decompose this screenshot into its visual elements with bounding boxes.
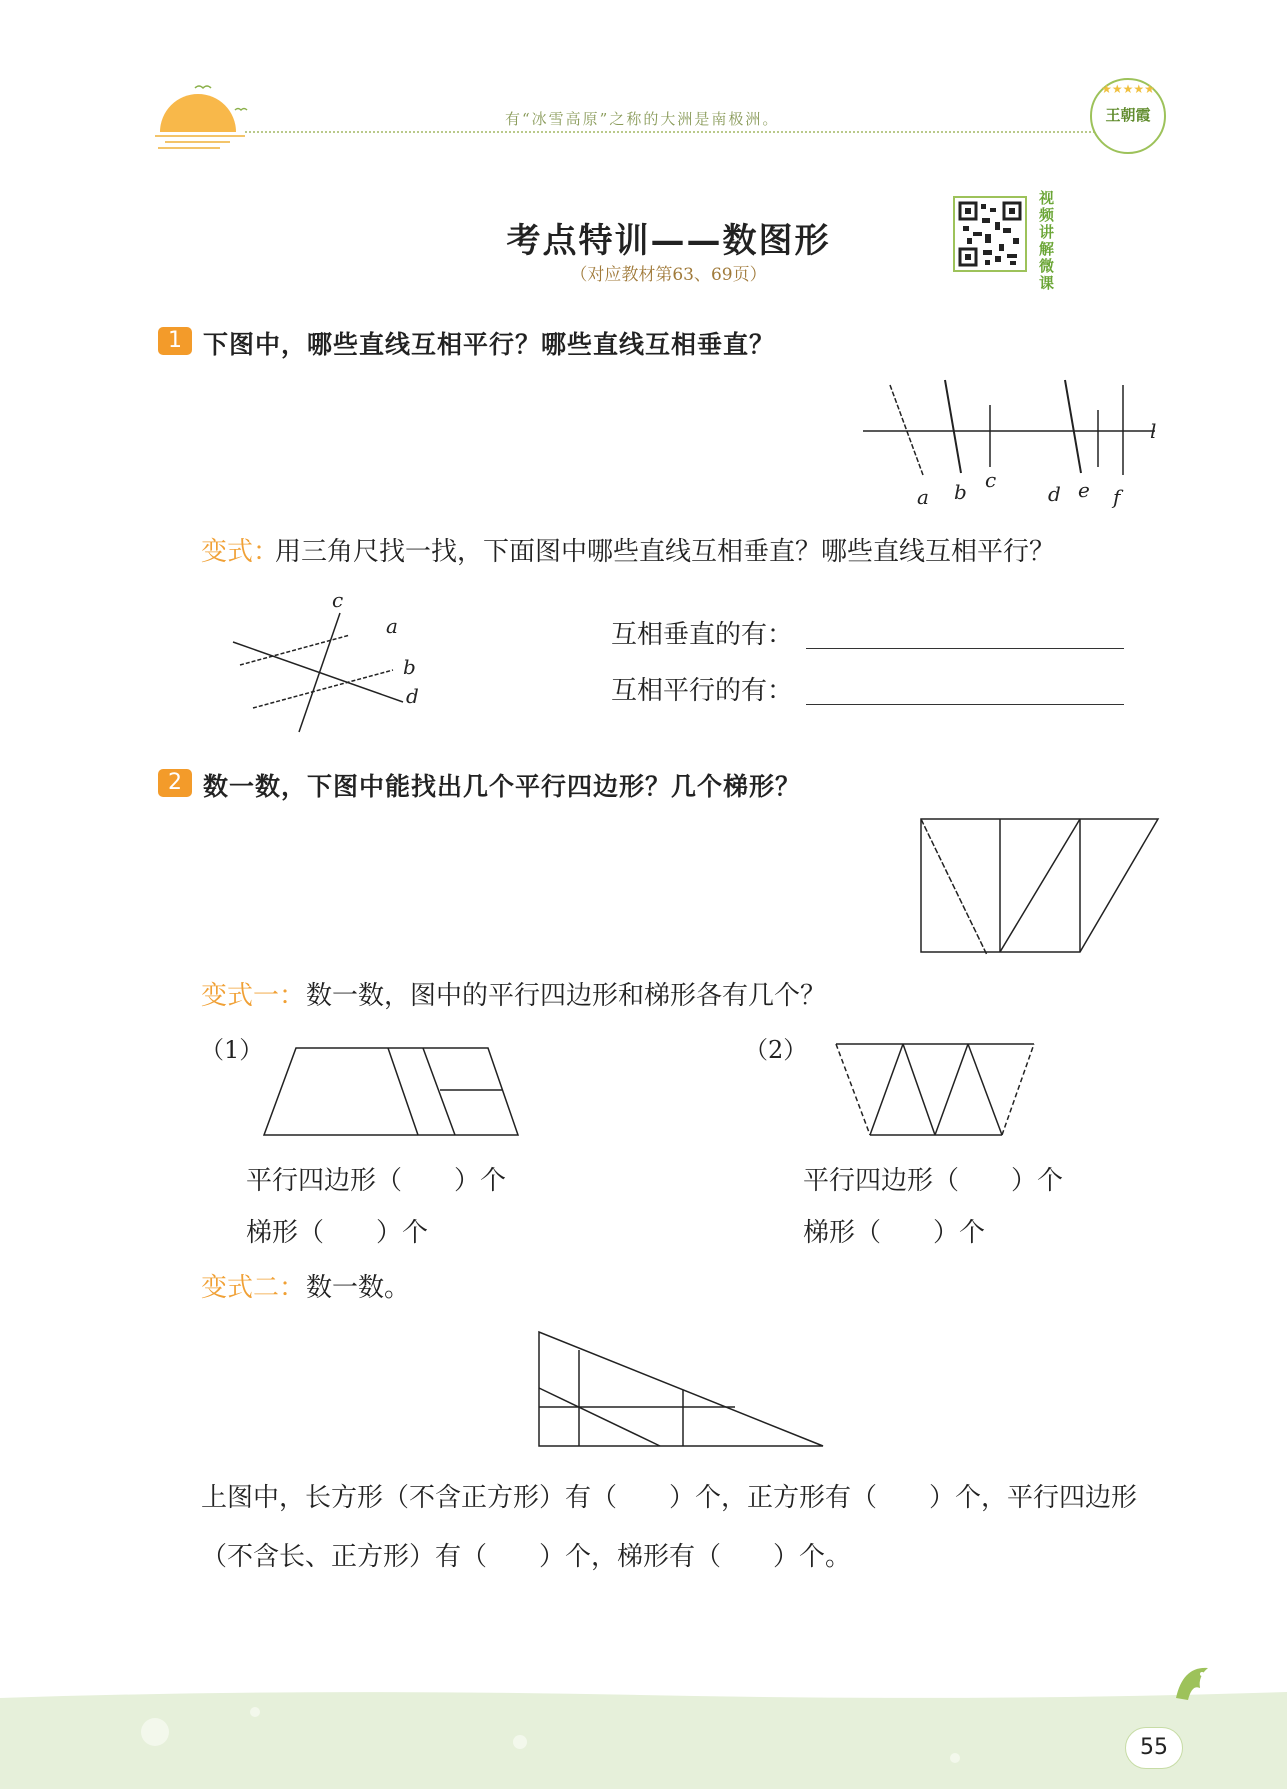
- footer-wave-background: [0, 1680, 1287, 1789]
- q2-variant2-text: 数一数。: [306, 1273, 411, 1303]
- page-title: 考点特训——数图形: [506, 221, 831, 261]
- para-answer-blank[interactable]: [806, 704, 1124, 705]
- label-a: a: [917, 485, 929, 509]
- para-label: 互相平行的有：: [611, 676, 794, 706]
- stars-icon: ★★★★★: [1101, 82, 1155, 96]
- qr-pattern-icon: [955, 198, 1025, 270]
- label-e: e: [1078, 478, 1090, 502]
- question-2-text: 数一数，下图中能找出几个平行四边形？几个梯形？: [203, 772, 802, 801]
- q1-variant-figure: [225, 590, 425, 735]
- brand-logo-text: 王朝霞: [1105, 106, 1151, 124]
- line-a: [890, 385, 923, 475]
- dolphin-icon: [1168, 1658, 1218, 1713]
- q1-variant-label: 变式：: [201, 537, 280, 567]
- part-2-para-count: 平行四边形（ ）个: [803, 1166, 1064, 1196]
- part-1-para-count: 平行四边形（ ）个: [246, 1166, 507, 1196]
- line-b: [945, 380, 961, 473]
- label-f: f: [1113, 485, 1121, 509]
- final-question-line-2: （不含长、正方形）有（ ）个，梯形有（ ）个。: [201, 1542, 852, 1572]
- part-2-trap-count: 梯形（ ）个: [803, 1218, 986, 1248]
- brand-logo: [1090, 78, 1166, 154]
- q2-figure: [915, 815, 1165, 957]
- q2-variant1-label: 变式一：: [201, 981, 306, 1011]
- question-1-number: 1: [158, 327, 192, 355]
- sunset-icon: [150, 80, 260, 155]
- part-1-figure: [258, 1040, 523, 1140]
- v-label-b: b: [403, 655, 416, 679]
- line-d: [233, 642, 403, 702]
- label-c: c: [985, 468, 997, 492]
- qr-label: 视频讲解微课: [1039, 189, 1055, 292]
- line-b: [253, 670, 393, 708]
- label-d: d: [1048, 482, 1061, 506]
- perp-label: 互相垂直的有：: [611, 620, 794, 650]
- header-motto: 有“冰雪高原”之称的大洲是南极洲。: [505, 110, 780, 128]
- q2-variant2-figure: [535, 1328, 827, 1450]
- v-label-c: c: [332, 588, 344, 612]
- label-l: l: [1150, 419, 1157, 443]
- q2-variant1-text: 数一数，图中的平行四边形和梯形各有几个？: [306, 981, 827, 1011]
- q1-lines-figure: [855, 370, 1185, 520]
- v-label-a: a: [386, 614, 398, 638]
- q1-variant-text: 用三角尺找一找，下面图中哪些直线互相垂直？哪些直线互相平行？: [275, 537, 1056, 567]
- qr-code[interactable]: [953, 196, 1027, 272]
- line-d: [1065, 380, 1081, 473]
- part-1-trap-count: 梯形（ ）个: [246, 1218, 429, 1248]
- q2-variant2-label: 变式二：: [201, 1273, 306, 1303]
- v-label-d: d: [406, 684, 419, 708]
- question-1-text: 下图中，哪些直线互相平行？哪些直线互相垂直？: [203, 330, 776, 359]
- header-dotted-rule: [245, 131, 1095, 133]
- page-number: 55: [1125, 1727, 1183, 1769]
- perp-answer-blank[interactable]: [806, 648, 1124, 649]
- final-question-line-1: 上图中，长方形（不含正方形）有（ ）个，正方形有（ ）个，平行四边形: [201, 1483, 1138, 1513]
- part-2-figure: [830, 1040, 1040, 1140]
- label-b: b: [954, 480, 967, 504]
- part-2-label: （2）: [744, 1036, 808, 1064]
- question-2-number: 2: [158, 769, 192, 797]
- part-1-label: （1）: [200, 1036, 264, 1064]
- page-subtitle: （对应教材第63、69页）: [570, 265, 767, 285]
